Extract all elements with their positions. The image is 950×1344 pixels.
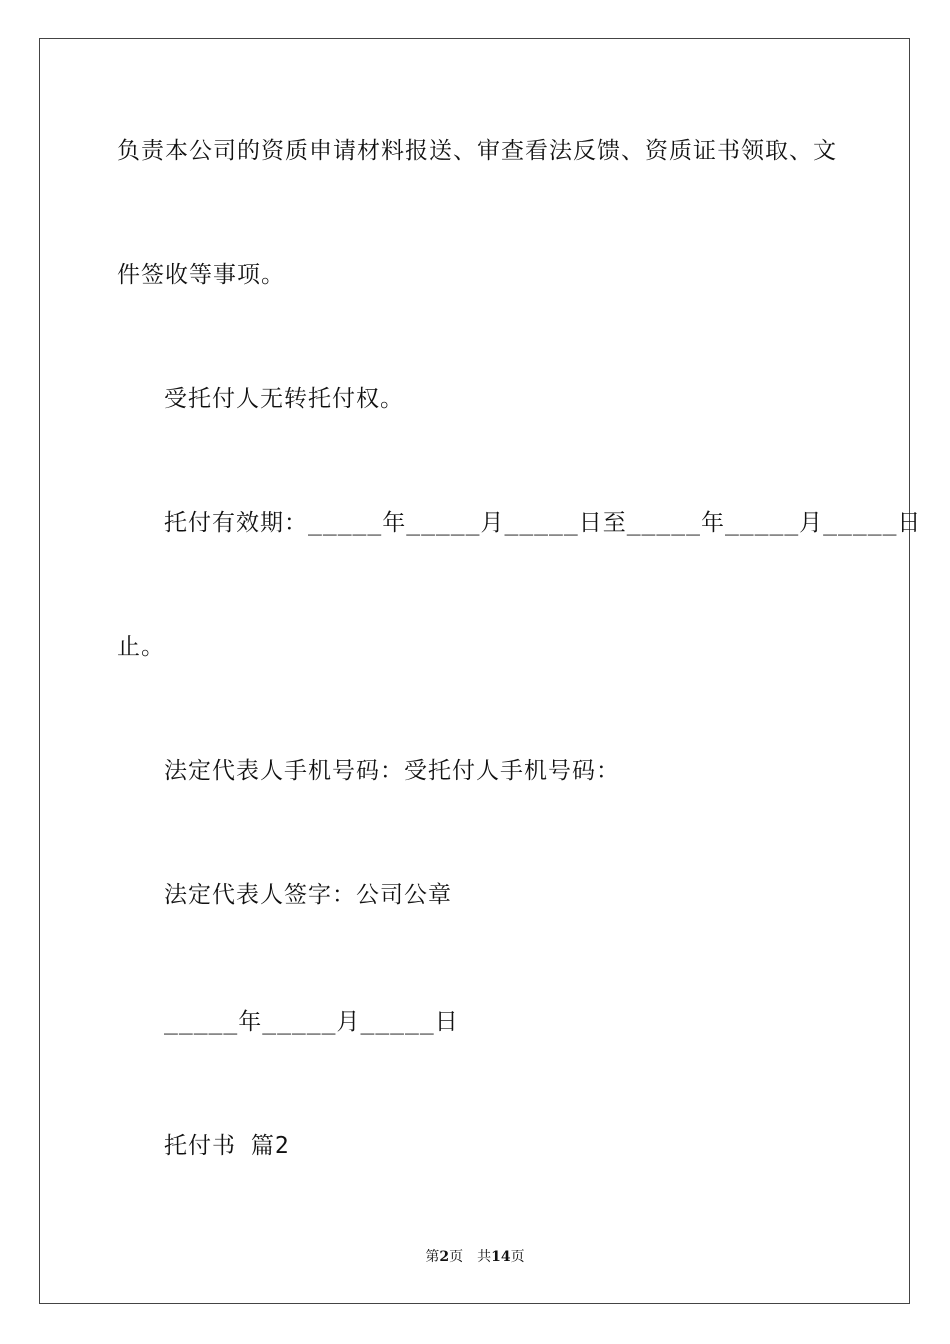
page-footer: [0, 1248, 950, 1266]
paragraph-line: 件签收等事项。: [117, 262, 285, 288]
signature-line: 法定代表人签字：公司公章: [164, 882, 452, 908]
total-pages: 14: [491, 1249, 511, 1265]
phone-numbers-line: 法定代表人手机号码：受托付人手机号码：: [164, 758, 620, 784]
validity-period-line: 托付有效期：_____年_____月_____日至_____年_____月_____日: [164, 510, 922, 536]
total-suffix: 页: [510, 1249, 525, 1265]
page-prefix: 第: [425, 1249, 440, 1265]
paragraph-line: 止。: [117, 634, 165, 660]
paragraph-line: 受托付人无转托付权。: [164, 386, 404, 412]
date-line: _____年_____月_____日: [164, 1009, 459, 1035]
page-suffix: 页: [449, 1249, 464, 1265]
page-border: [39, 38, 910, 1304]
total-prefix: 共: [477, 1249, 492, 1265]
page-number: 2: [439, 1249, 450, 1265]
section-heading: 托付书 篇2: [164, 1133, 290, 1159]
paragraph-line: 负责本公司的资质申请材料报送、审查看法反馈、资质证书领取、文: [117, 138, 837, 164]
